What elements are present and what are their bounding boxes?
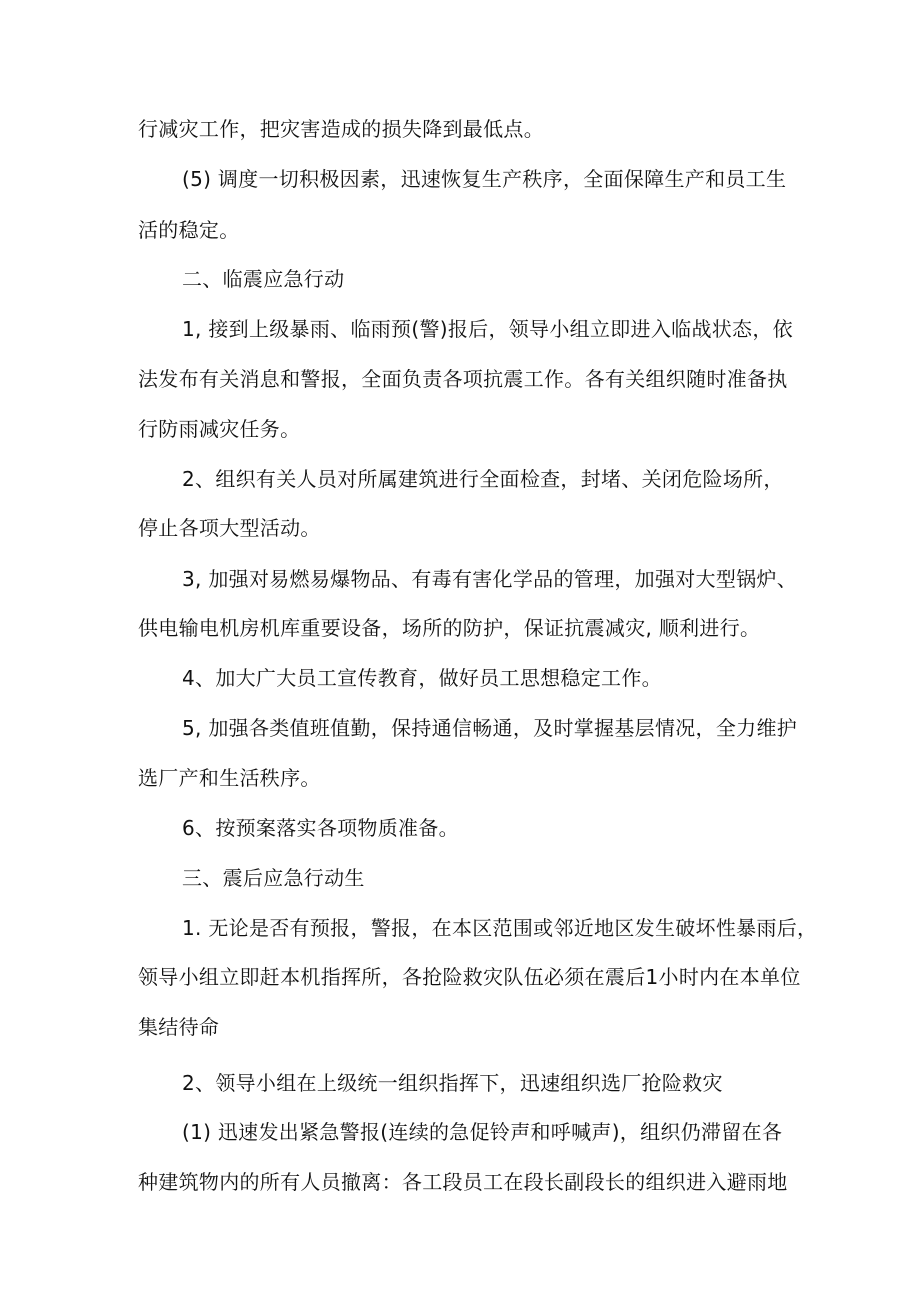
text-line-3: 活的稳定。 xyxy=(138,218,240,242)
text-line-20: 2、领导小组在上级统一组织指挥下，迅速组织选厂抢险救灾 xyxy=(182,1071,723,1095)
text-line-14: 选厂产和生活秩序。 xyxy=(138,766,321,790)
text-line-10: 3, 加强对易燃易爆物品、有毒有害化学品的管理，加强对大型锅炉、 xyxy=(182,567,798,591)
text-line-1: 行减灾工作，把灾害造成的损失降到最低点。 xyxy=(138,117,544,141)
text-line-2: (5) 调度一切积极因素，迅速恢复生产秩序，全面保障生产和员工生 xyxy=(182,167,787,191)
text-line-9: 停止各项大型活动。 xyxy=(138,516,321,540)
text-line-22: 种建筑物内的所有人员撤离：各工段员工在段长副段长的组织进入避雨地 xyxy=(138,1170,788,1194)
text-line-13: 5, 加强各类值班值勤，保持通信畅通，及时掌握基层情况，全力维护 xyxy=(182,716,798,740)
text-line-21: (1) 迅速发出紧急警报(连续的急促铃声和呼喊声)，组织仍滞留在各 xyxy=(182,1120,783,1144)
section-heading-3: 三、震后应急行动生 xyxy=(182,866,365,890)
text-line-18: 领导小组立即赶本机指挥所，各抢险救灾队伍必须在震后1小时内在本单位 xyxy=(138,965,801,989)
section-heading-2: 二、临震应急行动 xyxy=(182,267,345,291)
text-line-7: 行防雨减灾任务。 xyxy=(138,417,301,441)
text-line-19: 集结待命 xyxy=(138,1015,220,1039)
text-line-11: 供电输电机房机库重要设备，场所的防护，保证抗震减灾, 顺利进行。 xyxy=(138,616,761,640)
text-line-8: 2、组织有关人员对所属建筑进行全面检查，封堵、关闭危险场所， xyxy=(182,467,784,491)
text-line-5: 1, 接到上级暴雨、临雨预(警)报后，领导小组立即进入临战状态，依 xyxy=(182,317,793,341)
text-line-15: 6、按预案落实各项物质准备。 xyxy=(182,816,459,840)
text-line-12: 4、加大广大员工宣传教育，做好员工思想稳定工作。 xyxy=(182,666,662,690)
text-line-6: 法发布有关消息和警报，全面负责各项抗震工作。各有关组织随时准备执 xyxy=(138,367,788,391)
text-line-17: 1. 无论是否有预报，警报，在本区范围或邻近地区发生破坏性暴雨后， xyxy=(182,916,818,940)
